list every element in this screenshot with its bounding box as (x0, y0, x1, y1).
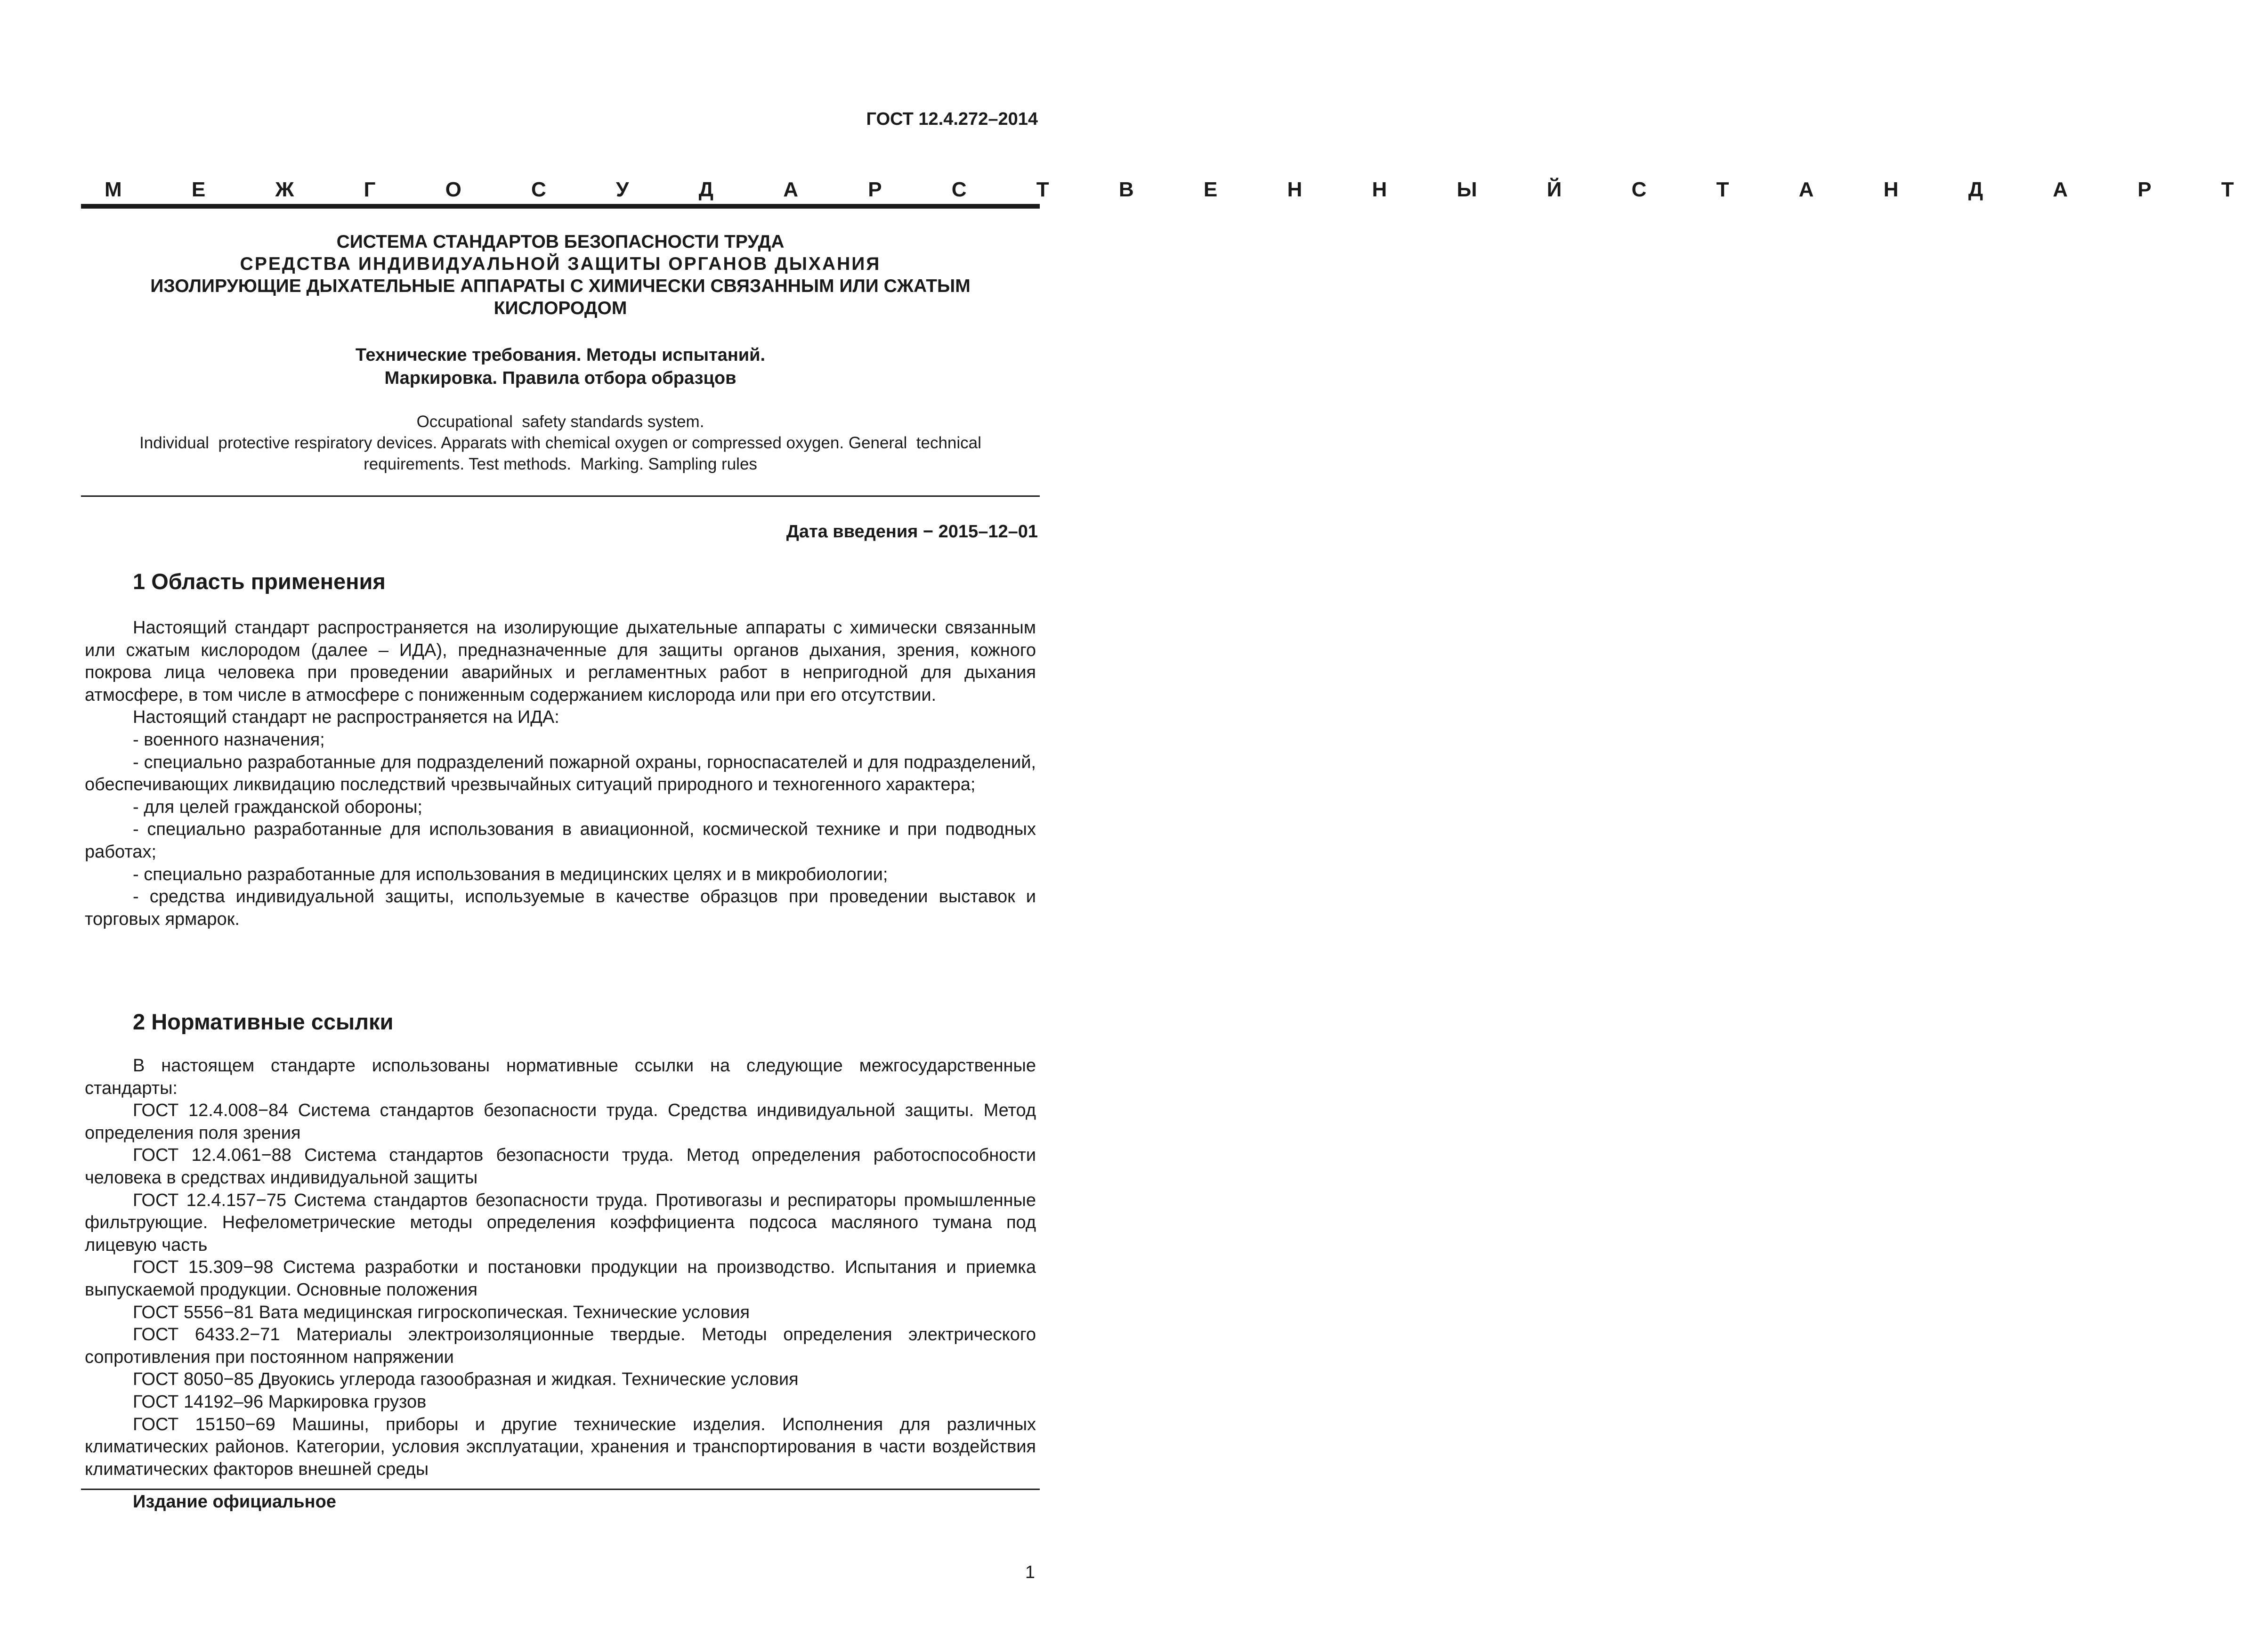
document-title (81, 231, 1040, 319)
reference-item: ГОСТ 12.4.157−75 Система стандартов безопасности труда. Противогазы и респираторы промышленные фильтрующие. Нефелометрические методы определения коэффициента подсоса масляного тумана под лицевую часть (85, 1190, 1036, 1255)
document-subtitle (81, 344, 1040, 390)
list-item: - средства индивидуальной защиты, используемые в качестве образцов при проведении выставок и торговых ярмарок. (85, 887, 1036, 929)
section-1-body (85, 617, 1036, 931)
reference-item: ГОСТ 8050−85 Двуокись углерода газообразная и жидкая. Технические условия (133, 1369, 799, 1390)
list-item: - для целей гражданской обороны; (133, 797, 422, 817)
introduction-date: Дата введения − 2015–12–01 (786, 522, 1038, 542)
english-title (81, 411, 1040, 475)
reference-item: ГОСТ 15.309−98 Система разработки и постановки продукции на производство. Испытания и приемка выпускаемой продукции. Основные положения (85, 1257, 1036, 1300)
list-item: - военного назначения; (133, 729, 325, 750)
title-line-3: ИЗОЛИРУЮЩИЕ ДЫХАТЕЛЬНЫЕ АППАРАТЫ С ХИМИЧЕСКИ СВЯЗАННЫМ ИЛИ СЖАТЫМ (150, 276, 971, 296)
paragraph: В настоящем стандарте использованы нормативные ссылки на следующие межгосударственные стандарты: (85, 1056, 1036, 1098)
reference-item: ГОСТ 14192–96 Маркировка грузов (133, 1392, 427, 1412)
title-rule (81, 495, 1040, 497)
interstate-standard-label: М Е Ж Г О С У Д А Р С Т В Е Н Н Ы Й С Т А Н Д А Р Т (105, 178, 2250, 201)
reference-item: ГОСТ 12.4.008−84 Система стандартов безопасности труда. Средства индивидуальной защиты. Метод определения поля зрения (85, 1101, 1036, 1143)
title-line-4: КИСЛОРОДОМ (494, 298, 627, 318)
official-edition-label: Издание официальное (133, 1492, 336, 1512)
reference-item: ГОСТ 6433.2−71 Материалы электроизоляционные твердые. Методы определения электрического сопротивления при постоянном напряжении (85, 1325, 1036, 1367)
list-item: - специально разработанные для использования в авиационной, космической технике и при подводных работах; (85, 819, 1036, 862)
header-rule (81, 204, 1040, 209)
paragraph: Настоящий стандарт не распространяется на ИДА: (133, 707, 559, 728)
reference-item: ГОСТ 15150−69 Машины, приборы и другие технические изделия. Исполнения для различных климатических районов. Категории, условия эксплуатации, хранения и транспортирования в части воздействия климатических факторов внешней среды (85, 1414, 1036, 1479)
subtitle-line-1: Технические требования. Методы испытаний. (355, 345, 766, 365)
section-2-heading: 2 Нормативные ссылки (133, 1009, 394, 1034)
document-code: ГОСТ 12.4.272–2014 (866, 109, 1038, 129)
title-line-2: СРЕДСТВА ИНДИВИДУАЛЬНОЙ ЗАЩИТЫ ОРГАНОВ ДЫХАНИЯ (240, 254, 881, 274)
english-title-line-2: Individual protective respiratory devices. Apparats with chemical oxygen or compressed oxygen. General technical (139, 434, 981, 452)
list-item: - специально разработанные для подразделений пожарной охраны, горноспасателей и для подразделений, обеспечивающих ликвидацию последствий чрезвычайных ситуаций природного и техногенного характера; (85, 752, 1036, 795)
english-title-line-1: Occupational safety standards system. (416, 413, 704, 431)
reference-item: ГОСТ 12.4.061−88 Система стандартов безопасности труда. Метод определения работоспособности человека в средствах индивидуальной защиты (85, 1145, 1036, 1188)
section-2-body (85, 1055, 1036, 1481)
reference-item: ГОСТ 5556−81 Вата медицинская гигроскопическая. Технические условия (133, 1302, 750, 1322)
section-1-heading: 1 Область применения (133, 569, 386, 594)
footer-rule (81, 1489, 1040, 1490)
title-line-1: СИСТЕМА СТАНДАРТОВ БЕЗОПАСНОСТИ ТРУДА (336, 232, 785, 252)
page-number: 1 (1025, 1563, 1035, 1582)
list-item: - специально разработанные для использования в медицинских целях и в микробиологии; (133, 864, 888, 884)
subtitle-line-2: Маркировка. Правила отбора образцов (384, 368, 737, 388)
paragraph: Настоящий стандарт распространяется на изолирующие дыхательные аппараты с химически связанным или сжатым кислородом (далее – ИДА), предназначенные для защиты органов дыхания, зрения, кожного покрова лица человека при проведении аварийных и регламентных работ в непригодной для дыхания атмосфере, в том числе в атмосфере с пониженным содержанием кислорода или при его отсутствии. (85, 618, 1036, 705)
english-title-line-3: requirements. Test methods. Marking. Sampling rules (364, 455, 757, 473)
